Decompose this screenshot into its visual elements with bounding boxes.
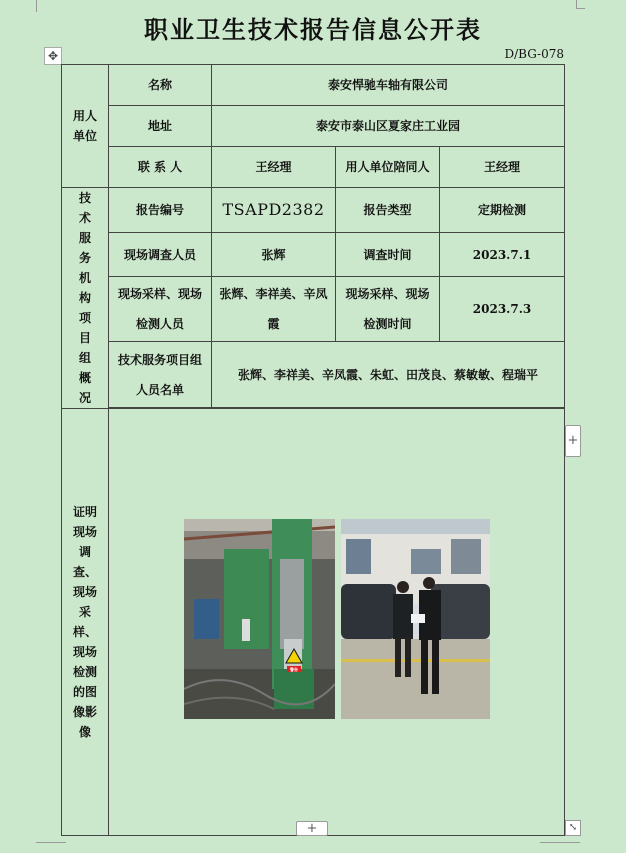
table-resize-handle-icon[interactable]: ⤡: [565, 820, 581, 836]
report-no-label: 报告编号: [109, 188, 212, 233]
document-number: D/BG-078: [504, 47, 564, 61]
page-corner-mark: [540, 842, 580, 853]
sampling-staff-value: 张辉、李祥美、辛凤霞: [212, 277, 336, 342]
contact-label: 联 系 人: [109, 147, 212, 188]
page-corner-mark: [576, 0, 585, 9]
add-column-button[interactable]: +: [565, 425, 581, 457]
members-label: 技术服务项目组人员名单: [109, 342, 212, 407]
investigator-value: 张辉: [212, 233, 336, 277]
report-type-label: 报告类型: [336, 188, 440, 233]
document-title: 职业卫生技术报告信息公开表: [144, 15, 482, 44]
members-value: 张辉、李祥美、辛凤霞、朱虹、田茂良、蔡敏敏、程瑞平: [212, 342, 565, 407]
drilling-machine-photo: [184, 519, 335, 719]
report-type-value: 定期检测: [440, 188, 565, 233]
evidence-photo-cell: [109, 409, 565, 836]
sampling-time-label: 现场采样、现场检测时间: [336, 277, 440, 342]
sampling-staff-label: 现场采样、现场检测人员: [109, 277, 212, 342]
add-row-button[interactable]: +: [296, 821, 328, 836]
survey-time-label: 调查时间: [336, 233, 440, 277]
name-value: 泰安悍驰车轴有限公司: [212, 65, 565, 106]
address-value: 泰安市泰山区夏家庄工业园: [212, 106, 565, 147]
name-label: 名称: [109, 65, 212, 106]
evidence-section-label: 证明现场调查、现场采样、现场检测的图像影像: [62, 409, 109, 836]
contact-value: 王经理: [212, 147, 336, 188]
companion-label: 用人单位陪同人: [336, 147, 440, 188]
investigator-label: 现场调查人员: [109, 233, 212, 277]
companion-value: 王经理: [440, 147, 565, 188]
sampling-time-value: 2023.7.3: [440, 277, 565, 342]
inspection-photo: [341, 519, 490, 719]
info-table: [61, 64, 565, 836]
table-move-handle-icon[interactable]: ✥: [44, 47, 62, 65]
survey-time-value: 2023.7.1: [440, 233, 565, 277]
page-corner-mark: [36, 842, 66, 853]
address-label: 地址: [109, 106, 212, 147]
service-section-label: 技术服务机构项目组概况: [62, 188, 109, 409]
warning-sign-text: 警告: [289, 667, 298, 672]
unit-section-label: 用人单位: [62, 65, 109, 188]
report-no-value: TSAPD2382: [212, 188, 336, 233]
evidence-photos: [184, 519, 490, 719]
